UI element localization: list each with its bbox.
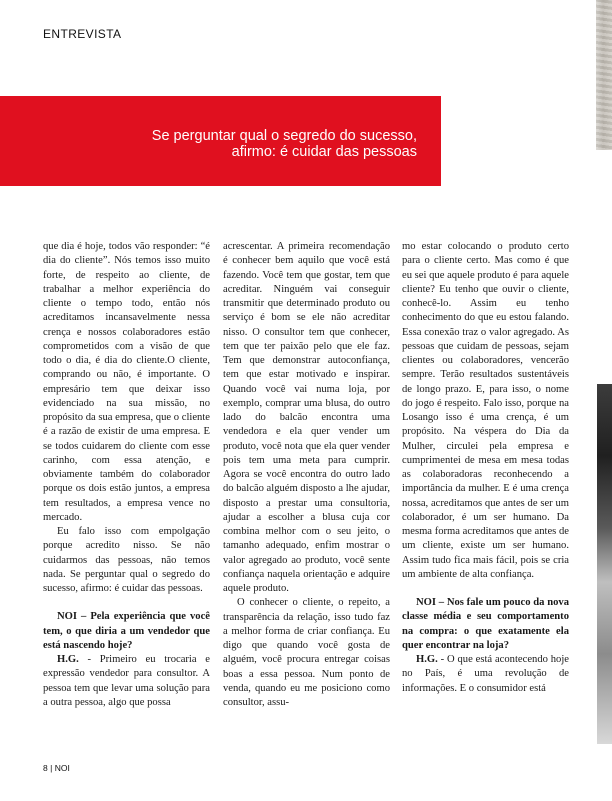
answer-speaker: H.G. — [416, 654, 438, 665]
paragraph: O conhecer o cliente, o repeito, a transparência da relação, isso tudo faz a melhor forma de criar confiança. Eu digo que quando você gosta de alguém, você procura entregar coisas boas a essa pessoa. Num ponto de venda, quando eu me posiciono como consultor, assu- — [223, 597, 390, 708]
paragraph: que dia é hoje, todos vão responder: “é dia do cliente”. Nós temos isso muito forte, de respeito ao cliente, de trabalhar a melhor experiência do cliente o tempo todo, então nós acreditamos incansavelmente nessa crença e nossos colaboradores estão comprometidos com a visão de que todo o dia, é dia do cliente.O cliente, comprando ou não, é importante. O empresário tem que deixar isso evidenciado na sua missão, no propósito da sua empresa, que o cliente é a razão de existir de uma empresa. E se todos cuidarem do cliente com esse carinho, com essa atenção, e obviamente também do colaborador porque os dois estão juntos, a empresa tem resultados, a empresa vence no mercado. — [43, 241, 210, 523]
article-body — [43, 240, 570, 720]
column-1 — [43, 240, 210, 710]
column-3 — [402, 240, 569, 696]
paragraph: Eu falo isso com empolgação porque acredito nisso. Se não cuidarmos das pessoas, não temos nada. Se perguntar qual o segredo do sucesso, afirmo: é cuidar das pessoas. — [43, 526, 210, 594]
page-number: 8 — [43, 763, 48, 773]
interview-answer — [402, 653, 569, 696]
paragraph: mo estar colocando o produto certo para o cliente certo. Mas como é que eu sei que aquele produto é para aquele cliente? Eu tenho que ouvir o cliente, conhecê-lo. Assim eu tenho conhecimento do que eu estou falando. Essa conexão traz o valor agregado. As pessoas que cuidam de pessoas, sejam clientes ou colaboradores, vencerão sempre. Terão resultados sustentáveis de longo prazo. E, para isso, o nome do jogo é respeito. Falo isso, porque na Losango isso é uma crença, é um propósito. Na véspera do Dia da Mulher, circulei pela empresa e cumprimentei de mesa em mesa todas as colaboradoras reconhecendo a importância da mulher. E é uma crença nossa, acreditamos que antes de ser um colaborador, é um ser humano. Da mesma forma acreditamos que antes de um cliente, existe um ser humano. Assim tudo fica mais fácil, pois se cria um ambiente de alta confiança. — [402, 241, 569, 580]
answer-text: - Primeiro eu trocaria e expressão vendedor para consultor. A pessoa tem que levar uma solução para a outra pessoa, algo que possa — [43, 654, 210, 708]
interview-answer — [43, 653, 210, 710]
interview-question: NOI – Pela experiência que você tem, o que diria a um vendedor que está nascendo hoje? — [43, 611, 210, 651]
interview-question: NOI – Nos fale um pouco da nova classe média e seu comportamento na compra: o que exatamente ela quer encontrar na loja? — [402, 597, 569, 651]
footer-separator: | — [50, 763, 53, 773]
pull-quote-banner — [0, 96, 441, 186]
photo-edge-top — [596, 0, 612, 150]
pull-quote-line-2: afirmo: é cuidar das pessoas — [231, 144, 417, 160]
page-footer — [43, 763, 70, 773]
paragraph: acrescentar. A primeira recomendação é conhecer bem aquilo que você está fazendo. Você tem que gostar, tem que acreditar. Ninguém vai conseguir transmitir que determinado produto ou serviço é bom se ele não acreditar nisso. O consultor tem que conhecer, tem que ter paixão pelo que ele faz. Tem que demonstrar autoconfiança, tem que estar motivado e inspirar. Quando você vai numa loja, por exemplo, comprar uma blusa, do outro lado do balcão encontra uma vendedora e ela quer vender um produto, você nota que ela quer vender pois tem uma meta para cumprir. Agora se você encontra do outro lado do balcão alguém disposto a lhe ajudar, disposto a prestar uma consultoria, ajudar a escolher a blusa cuja cor combina melhor com o seu jeito, o tamanho adequado, enfim mostrar o valor agregado ao produto, você sente confiança naquela orientação e adquire aquele produto. — [223, 241, 390, 594]
section-label: ENTREVISTA — [43, 27, 122, 41]
answer-speaker: H.G. — [57, 654, 79, 665]
pull-quote-line-1: Se perguntar qual o segredo do sucesso, — [151, 128, 417, 144]
answer-text: - O que está acontecendo hoje no País, é uma revolução de informações. E o consumidor está — [402, 654, 569, 694]
column-2 — [223, 240, 390, 710]
magazine-name: NOI — [54, 763, 70, 773]
pull-quote — [117, 128, 417, 160]
photo-edge-right — [597, 384, 612, 744]
